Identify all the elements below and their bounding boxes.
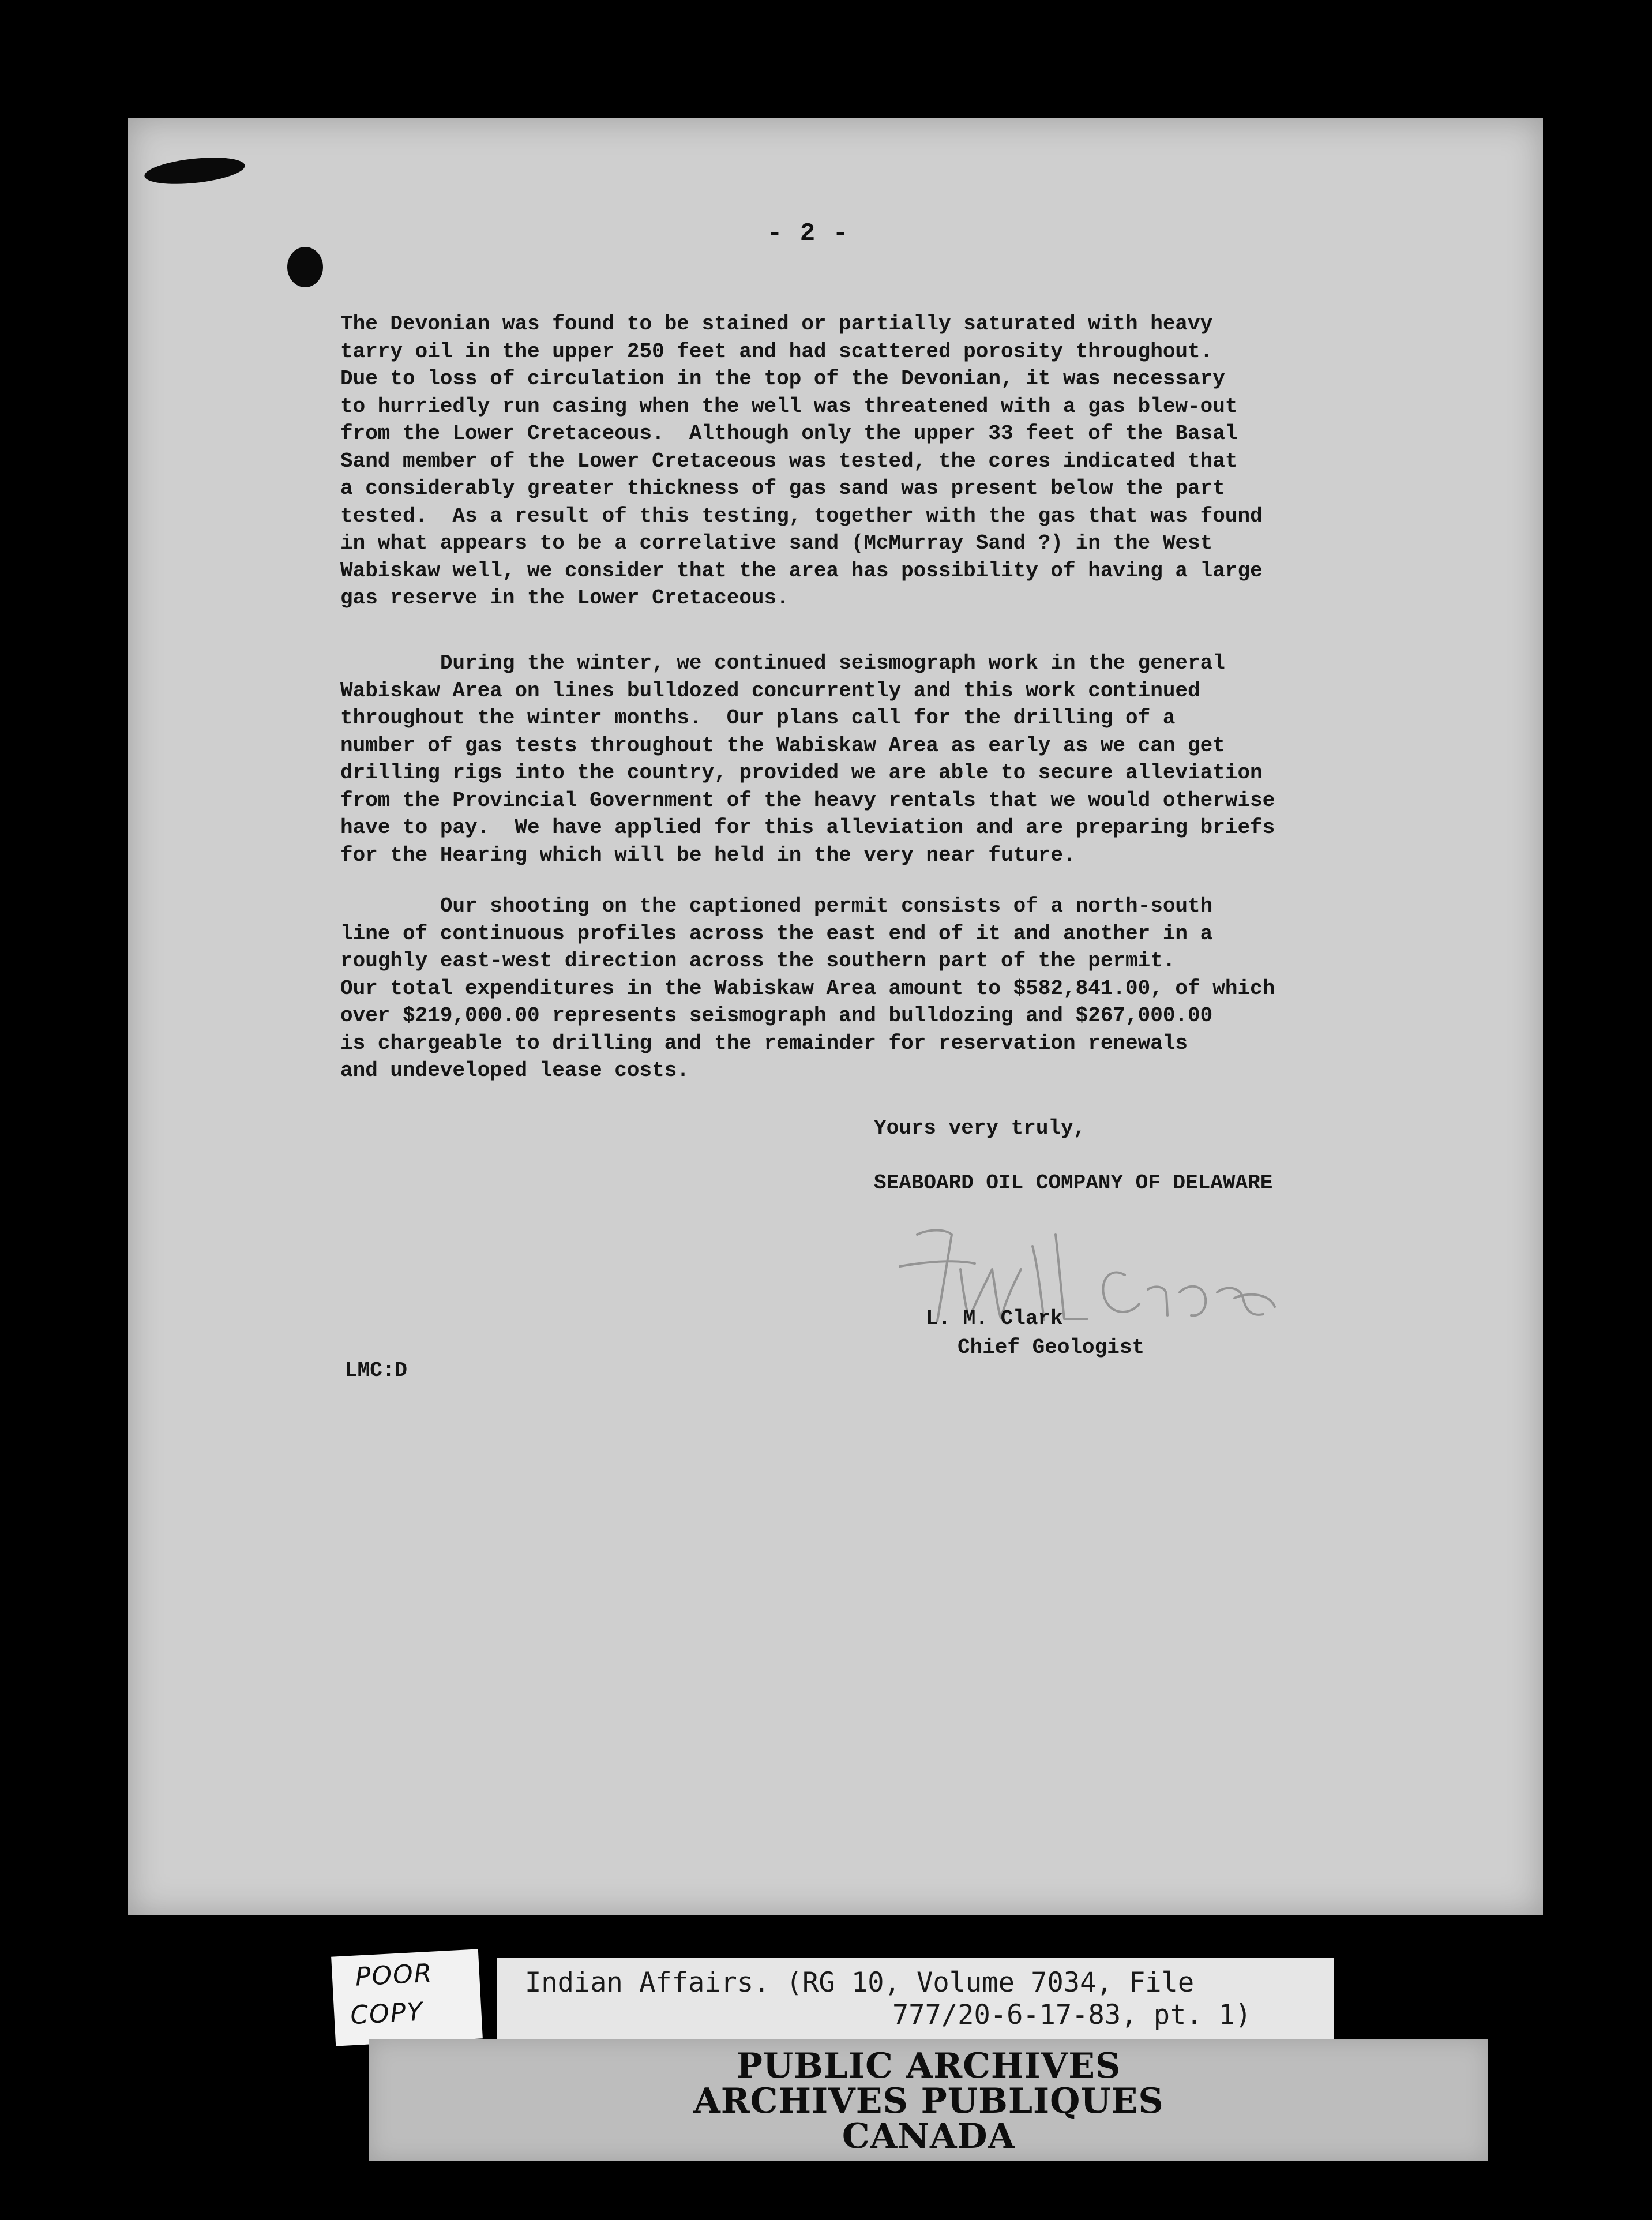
company-name: SEABOARD OIL COMPANY OF DELAWARE bbox=[874, 1171, 1273, 1195]
punch-hole-mark bbox=[287, 247, 323, 287]
text-line: tarry oil in the upper 250 feet and had scattered porosity throughout. bbox=[340, 339, 1213, 363]
page-number: - 2 - bbox=[767, 219, 850, 248]
paragraph-expenditures bbox=[340, 892, 1425, 1085]
text-line: roughly east-west direction across the southern part of the permit. bbox=[340, 949, 1176, 973]
text-line: Wabiskaw Area on lines bulldozed concurrently and this work continued bbox=[340, 678, 1200, 703]
paragraph-devonian bbox=[340, 310, 1425, 612]
poor-copy-note bbox=[331, 1949, 483, 2046]
text-line: drilling rigs into the country, provided we are able to secure alleviation bbox=[340, 761, 1263, 785]
typist-initials: LMC:D bbox=[345, 1359, 408, 1382]
text-line: The Devonian was found to be stained or partially saturated with heavy bbox=[340, 312, 1213, 336]
text-line: from the Provincial Government of the heavy rentals that we would otherwise bbox=[340, 788, 1275, 812]
text-line: During the winter, we continued seismograph work in the general bbox=[340, 651, 1225, 675]
text-line: Wabiskaw well, we consider that the area has possibility of having a large bbox=[340, 558, 1263, 583]
text-line: number of gas tests throughout the Wabiskaw Area as early as we can get bbox=[340, 733, 1225, 757]
reference-line2: 777/20-6-17-83, pt. 1) bbox=[892, 1999, 1252, 2031]
text-line: Due to loss of circulation in the top of the Devonian, it was necessary bbox=[340, 367, 1225, 391]
text-line: over $219,000.00 represents seismograph and bulldozing and $267,000.00 bbox=[340, 1004, 1213, 1028]
archive-reference-label bbox=[497, 1957, 1334, 2041]
text-line: have to pay. We have applied for this alleviation and are preparing briefs bbox=[340, 816, 1275, 839]
stamp-line1: PUBLIC ARCHIVES bbox=[736, 2046, 1121, 2086]
text-line: throughout the winter months. Our plans call for the drilling of a bbox=[340, 706, 1176, 730]
text-line: line of continuous profiles across the east end of it and another in a bbox=[340, 921, 1213, 946]
closing-salutation: Yours very truly, bbox=[874, 1116, 1086, 1140]
text-line: for the Hearing which will be held in the very near future. bbox=[340, 843, 1076, 867]
signer-name: L. M. Clark bbox=[926, 1307, 1063, 1330]
stamp-line3: CANADA bbox=[842, 2116, 1016, 2157]
text-line: tested. As a result of this testing, together with the gas that was found bbox=[340, 504, 1263, 528]
text-line: and undeveloped lease costs. bbox=[340, 1059, 689, 1082]
signer-title: Chief Geologist bbox=[958, 1336, 1145, 1359]
text-line: a considerably greater thickness of gas sand was present below the part bbox=[340, 477, 1225, 500]
paragraph-winter-seismograph bbox=[340, 650, 1425, 869]
text-line: in what appears to be a correlative sand (McMurray Sand ?) in the West bbox=[340, 531, 1213, 555]
text-line: is chargeable to drilling and the remainder for reservation renewals bbox=[340, 1031, 1188, 1055]
text-line: Our total expenditures in the Wabiskaw Area amount to $582,841.00, of which bbox=[340, 976, 1275, 1000]
text-line: Our shooting on the captioned permit consists of a north-south bbox=[340, 894, 1213, 918]
public-archives-stamp bbox=[369, 2039, 1488, 2161]
reference-line1: Indian Affairs. (RG 10, Volume 7034, File bbox=[525, 1967, 1195, 1998]
text-line: gas reserve in the Lower Cretaceous. bbox=[340, 586, 789, 610]
poor-copy-line1: POOR bbox=[354, 1958, 434, 1992]
text-line: from the Lower Cretaceous. Although only the upper 33 feet of the Basal bbox=[340, 422, 1238, 445]
poor-copy-line2: COPY bbox=[350, 1997, 425, 2031]
stamp-line2: ARCHIVES PUBLIQUES bbox=[693, 2081, 1164, 2121]
text-line: Sand member of the Lower Cretaceous was tested, the cores indicated that bbox=[340, 449, 1238, 473]
text-line: to hurriedly run casing when the well was threatened with a gas blew-out bbox=[340, 394, 1238, 418]
